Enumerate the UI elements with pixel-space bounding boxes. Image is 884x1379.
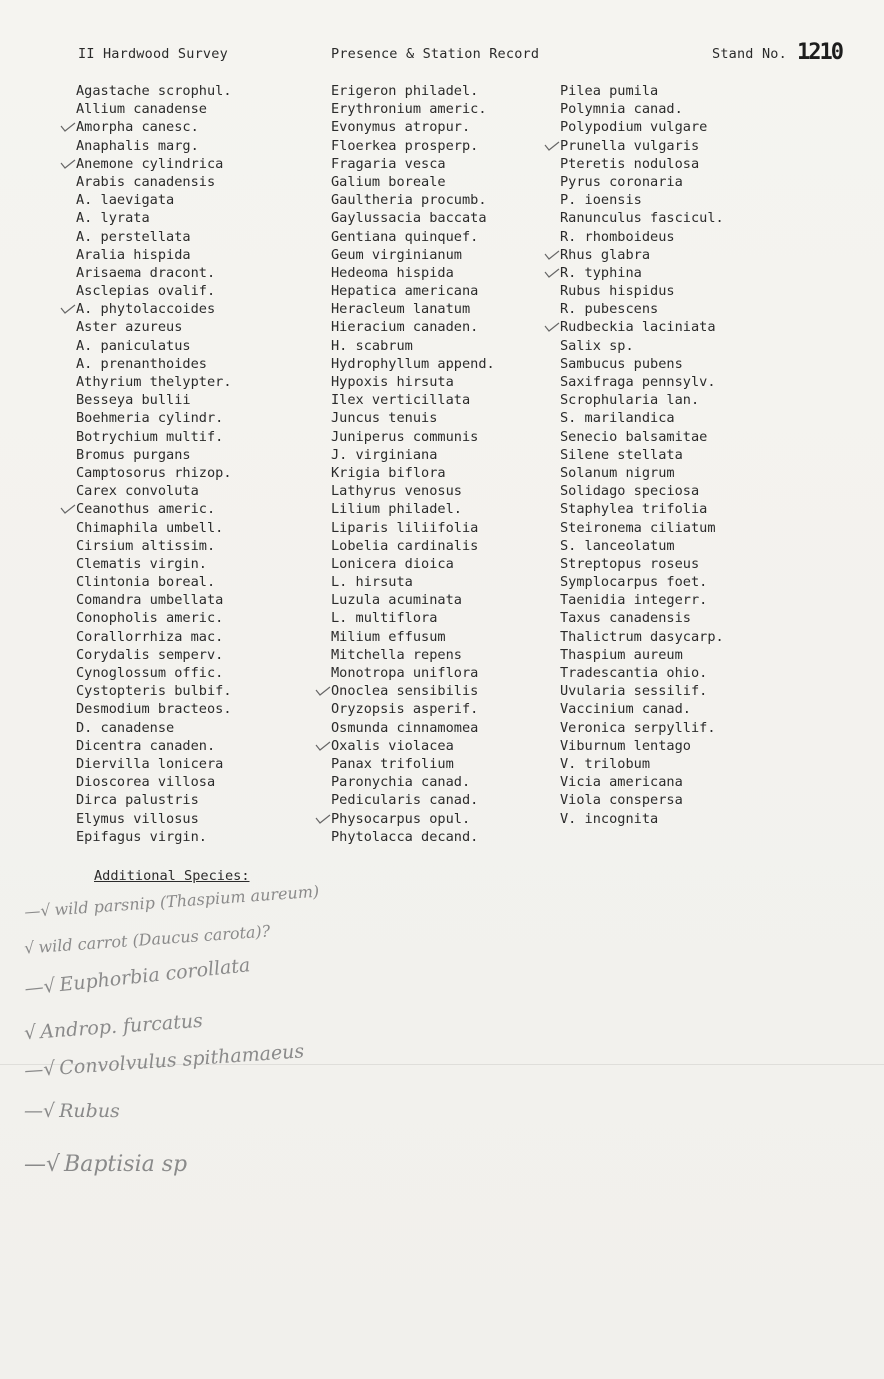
species-name: Rudbeckia laciniata <box>560 319 716 336</box>
species-name: Solanum nigrum <box>560 464 675 481</box>
species-column-2 <box>331 82 495 846</box>
species-name: Pteretis nodulosa <box>560 155 700 172</box>
species-name: L. hirsuta <box>331 574 413 591</box>
species-item <box>560 464 724 482</box>
handwritten-entry: —√ Baptisia sp <box>24 1152 188 1177</box>
species-name: Ranunculus fascicul. <box>560 210 724 227</box>
species-item <box>76 282 232 300</box>
species-item <box>76 446 232 464</box>
species-name: Conopholis americ. <box>76 610 224 627</box>
species-item <box>560 137 724 155</box>
species-item <box>331 646 495 664</box>
species-item <box>331 409 495 427</box>
species-name: Corydalis semperv. <box>76 646 224 663</box>
species-name: Dirca palustris <box>76 792 199 809</box>
species-item <box>76 100 232 118</box>
species-name: Desmodium bracteos. <box>76 701 232 718</box>
handwritten-entry: —√ Convolvulus spithamaeus <box>23 1040 305 1082</box>
species-name: Monotropa uniflora <box>331 665 479 681</box>
species-item <box>331 300 495 318</box>
species-name: Anemone cylindrica <box>76 155 224 172</box>
species-name: Juniperus communis <box>331 428 479 445</box>
species-item <box>331 773 495 791</box>
species-column-3 <box>560 82 724 828</box>
species-name: Camptosorus rhizop. <box>76 464 232 481</box>
species-item <box>331 337 495 355</box>
species-item <box>331 191 495 209</box>
species-name: Osmunda cinnamomea <box>331 719 479 736</box>
species-item <box>560 264 724 282</box>
record-title: Presence & Station Record <box>331 46 540 62</box>
species-name: Pyrus coronaria <box>560 173 683 190</box>
species-item <box>76 300 232 318</box>
handwritten-entry: —√Euphorbia corollata <box>23 954 252 1000</box>
species-item <box>331 737 495 755</box>
species-item <box>76 373 232 391</box>
species-item <box>560 591 724 609</box>
species-name: Lilium philadel. <box>331 501 462 518</box>
species-item <box>560 118 724 136</box>
species-name: Anaphalis marg. <box>76 137 199 154</box>
species-item <box>560 791 724 809</box>
species-item <box>76 664 232 682</box>
species-item <box>331 700 495 718</box>
check-mark-icon <box>315 739 331 751</box>
species-item <box>331 682 495 700</box>
species-item <box>560 573 724 591</box>
species-name: V. trilobum <box>560 755 651 772</box>
species-name: Lathyrus venosus <box>331 483 462 500</box>
species-item <box>76 209 232 227</box>
species-item <box>76 337 232 355</box>
species-item <box>331 755 495 773</box>
species-name: Taenidia integerr. <box>560 592 708 609</box>
species-item <box>560 209 724 227</box>
species-item <box>331 573 495 591</box>
species-name: Asclepias ovalif. <box>76 283 216 300</box>
species-item <box>331 664 495 682</box>
species-item <box>560 191 724 209</box>
species-name: Polymnia canad. <box>560 101 683 118</box>
species-name: Streptopus roseus <box>560 555 700 572</box>
species-name: Botrychium multif. <box>76 428 224 445</box>
species-name: Luzula acuminata <box>331 592 462 609</box>
species-item <box>76 810 232 828</box>
species-item <box>331 282 495 300</box>
species-name: Thaspium aureum <box>560 646 683 663</box>
species-name: Besseya bullii <box>76 392 191 409</box>
species-name: A. prenanthoides <box>76 355 207 372</box>
species-name: Pilea pumila <box>560 83 659 99</box>
species-item <box>331 355 495 373</box>
additional-species-heading: Additional Species: <box>94 868 250 884</box>
species-item <box>331 228 495 246</box>
species-item <box>331 591 495 609</box>
species-item <box>76 791 232 809</box>
species-item <box>331 155 495 173</box>
species-name: Pedicularis canad. <box>331 792 479 809</box>
species-name: S. marilandica <box>560 410 675 427</box>
species-name: Polypodium vulgare <box>560 119 708 136</box>
check-mark-icon: —√ <box>23 974 57 1000</box>
species-item <box>560 155 724 173</box>
species-item <box>560 519 724 537</box>
handwritten-entry: √ wild carrot (Daucus carota)? <box>23 921 271 958</box>
species-name: Veronica serpyllif. <box>560 719 716 736</box>
species-item <box>560 391 724 409</box>
check-mark-icon: √ <box>23 937 36 958</box>
species-name: Solidago speciosa <box>560 483 700 500</box>
species-item <box>560 282 724 300</box>
species-item <box>560 500 724 518</box>
species-item <box>560 82 724 100</box>
species-item <box>76 355 232 373</box>
species-name: Gentiana quinquef. <box>331 228 479 245</box>
handwritten-entry: —√ wild parsnip (Thaspium aureum) <box>23 881 320 922</box>
species-name: V. incognita <box>560 810 659 827</box>
species-item <box>76 464 232 482</box>
handwritten-entry: √ Androp. furcatus <box>23 1009 204 1045</box>
species-item <box>76 228 232 246</box>
species-item <box>331 428 495 446</box>
species-name: Rubus hispidus <box>560 283 675 300</box>
check-mark-icon: —√ <box>23 1057 57 1082</box>
species-name: Symplocarpus foet. <box>560 574 708 591</box>
species-item <box>76 155 232 173</box>
species-name: Carex convoluta <box>76 483 199 500</box>
species-item <box>76 137 232 155</box>
species-item <box>560 664 724 682</box>
species-name: A. lyrata <box>76 210 150 227</box>
species-item <box>560 355 724 373</box>
species-name: Salix sp. <box>560 337 634 354</box>
species-item <box>331 555 495 573</box>
species-name: Floerkea prosperp. <box>331 137 479 154</box>
species-item <box>76 500 232 518</box>
species-name: Lobelia cardinalis <box>331 537 479 554</box>
species-name: Onoclea sensibilis <box>331 683 479 700</box>
survey-title: II Hardwood Survey <box>78 46 228 62</box>
species-item <box>331 173 495 191</box>
species-name: Rhus glabra <box>560 246 651 263</box>
species-item <box>331 810 495 828</box>
species-name: Arisaema dracont. <box>76 264 216 281</box>
species-item <box>560 810 724 828</box>
species-name: D. canadense <box>76 719 175 736</box>
check-mark-icon <box>315 812 331 824</box>
check-mark-icon <box>544 139 560 151</box>
check-mark-icon <box>60 157 76 169</box>
species-item <box>560 373 724 391</box>
species-item <box>560 628 724 646</box>
species-name: Evonymus atropur. <box>331 119 471 136</box>
species-name: J. virginiana <box>331 446 438 463</box>
species-name: H. scabrum <box>331 337 413 354</box>
species-name: Hepatica americana <box>331 283 479 300</box>
species-name: Aster azureus <box>76 319 183 336</box>
species-item <box>331 391 495 409</box>
species-name: Erigeron philadel. <box>331 83 479 99</box>
check-mark-icon <box>544 320 560 332</box>
species-item <box>560 318 724 336</box>
species-item <box>331 100 495 118</box>
species-item <box>331 137 495 155</box>
species-item <box>331 373 495 391</box>
species-name: Gaylussacia baccata <box>331 210 487 227</box>
species-item <box>331 519 495 537</box>
species-name: Vicia americana <box>560 774 683 791</box>
species-name: Physocarpus opul. <box>331 810 471 827</box>
stand-label: Stand No. <box>712 46 787 62</box>
species-name: Tradescantia ohio. <box>560 665 708 681</box>
species-name: R. pubescens <box>560 301 659 318</box>
species-name: Steironema ciliatum <box>560 519 716 536</box>
species-item <box>331 118 495 136</box>
species-item <box>560 482 724 500</box>
species-item <box>331 628 495 646</box>
species-item <box>560 682 724 700</box>
species-item <box>76 428 232 446</box>
species-item <box>76 519 232 537</box>
species-item <box>76 555 232 573</box>
species-item <box>76 118 232 136</box>
species-name: Aralia hispida <box>76 246 191 263</box>
species-item <box>76 573 232 591</box>
species-name: Prunella vulgaris <box>560 137 700 154</box>
check-mark-icon <box>315 684 331 696</box>
species-name: Chimaphila umbell. <box>76 519 224 536</box>
species-item <box>331 209 495 227</box>
species-name: A. perstellata <box>76 228 191 245</box>
species-name: Cynoglossum offic. <box>76 665 224 681</box>
species-name: Fragaria vesca <box>331 155 446 172</box>
species-name: Phytolacca decand. <box>331 828 479 845</box>
species-item <box>560 555 724 573</box>
species-name: Viburnum lentago <box>560 737 691 754</box>
species-item <box>560 337 724 355</box>
species-name: Krigia biflora <box>331 464 446 481</box>
species-name: Silene stellata <box>560 446 683 463</box>
check-mark-icon <box>60 302 76 314</box>
check-mark-icon: —√ <box>24 1152 61 1177</box>
species-item <box>560 646 724 664</box>
species-name: L. multiflora <box>331 610 438 627</box>
species-item <box>76 82 232 100</box>
species-item <box>560 300 724 318</box>
species-item <box>331 464 495 482</box>
species-item <box>76 700 232 718</box>
species-name: Cystopteris bulbif. <box>76 683 232 700</box>
check-mark-icon <box>60 502 76 514</box>
species-name: Boehmeria cylindr. <box>76 410 224 427</box>
species-name: Arabis canadensis <box>76 173 216 190</box>
species-item <box>560 773 724 791</box>
species-item <box>76 828 232 846</box>
species-name: A. laevigata <box>76 192 175 209</box>
species-item <box>560 100 724 118</box>
species-item <box>331 791 495 809</box>
species-item <box>76 409 232 427</box>
species-name: Epifagus virgin. <box>76 828 207 845</box>
species-item <box>76 682 232 700</box>
species-item <box>76 318 232 336</box>
species-name: Hedeoma hispida <box>331 264 454 281</box>
species-name: Heracleum lanatum <box>331 301 471 318</box>
species-item <box>560 446 724 464</box>
species-name: Geum virginianum <box>331 246 462 263</box>
species-name: Elymus villosus <box>76 810 199 827</box>
species-item <box>331 828 495 846</box>
species-item <box>331 82 495 100</box>
species-item <box>560 755 724 773</box>
species-name: Saxifraga pennsylv. <box>560 374 716 390</box>
species-name: Thalictrum dasycarp. <box>560 628 724 645</box>
species-item <box>331 246 495 264</box>
species-name: Vaccinium canad. <box>560 701 691 718</box>
species-name: Senecio balsamitae <box>560 428 708 445</box>
species-name: Galium boreale <box>331 173 446 190</box>
species-item <box>331 482 495 500</box>
species-name: Hydrophyllum append. <box>331 355 495 372</box>
check-mark-icon: —√ <box>23 900 52 922</box>
species-name: Mitchella repens <box>331 646 462 663</box>
species-name: P. ioensis <box>560 192 642 209</box>
check-mark-icon: —√ <box>24 1100 56 1122</box>
species-name: Gaultheria procumb. <box>331 192 487 209</box>
species-name: Lonicera dioica <box>331 555 454 572</box>
species-item <box>560 173 724 191</box>
species-item <box>331 500 495 518</box>
species-name: Milium effusum <box>331 628 446 645</box>
species-name: Erythronium americ. <box>331 101 487 118</box>
species-item <box>560 737 724 755</box>
stand-number: 1210 <box>797 40 842 65</box>
species-name: Staphylea trifolia <box>560 501 708 518</box>
species-name: Cirsium altissim. <box>76 537 216 554</box>
species-name: Corallorrhiza mac. <box>76 628 224 645</box>
species-item <box>331 446 495 464</box>
species-item <box>560 700 724 718</box>
species-name: Taxus canadensis <box>560 610 691 627</box>
species-name: Dioscorea villosa <box>76 774 216 791</box>
species-name: Oryzopsis asperif. <box>331 701 479 718</box>
species-item <box>331 264 495 282</box>
check-mark-icon: √ <box>23 1021 38 1045</box>
species-name: Comandra umbellata <box>76 592 224 609</box>
species-item <box>76 391 232 409</box>
species-name: Diervilla lonicera <box>76 755 224 772</box>
species-item <box>331 719 495 737</box>
species-item <box>76 264 232 282</box>
species-item <box>76 646 232 664</box>
species-name: A. paniculatus <box>76 337 191 354</box>
species-item <box>560 537 724 555</box>
species-item <box>76 482 232 500</box>
species-item <box>76 191 232 209</box>
species-name: Paronychia canad. <box>331 774 471 791</box>
species-item <box>76 737 232 755</box>
species-name: Amorpha canesc. <box>76 119 199 136</box>
species-name: S. lanceolatum <box>560 537 675 554</box>
species-item <box>560 428 724 446</box>
check-mark-icon <box>544 266 560 278</box>
species-name: R. typhina <box>560 264 642 281</box>
species-item <box>76 609 232 627</box>
species-name: Ceanothus americ. <box>76 501 216 518</box>
species-item <box>331 537 495 555</box>
species-name: Oxalis violacea <box>331 737 454 754</box>
species-item <box>76 719 232 737</box>
species-name: Allium canadense <box>76 101 207 118</box>
species-name: Uvularia sessilif. <box>560 683 708 700</box>
species-item <box>76 246 232 264</box>
handwritten-entry: —√ Rubus <box>24 1100 120 1122</box>
species-item <box>560 246 724 264</box>
species-name: Clematis virgin. <box>76 555 207 572</box>
species-name: Juncus tenuis <box>331 410 438 427</box>
species-name: Hypoxis hirsuta <box>331 374 454 390</box>
species-item <box>76 628 232 646</box>
species-name: Viola conspersa <box>560 792 683 809</box>
species-name: Agastache scrophul. <box>76 83 232 99</box>
species-item <box>560 609 724 627</box>
species-item <box>560 228 724 246</box>
species-item <box>560 409 724 427</box>
species-name: Clintonia boreal. <box>76 574 216 591</box>
species-name: Dicentra canaden. <box>76 737 216 754</box>
species-name: Ilex verticillata <box>331 392 471 409</box>
species-item <box>331 318 495 336</box>
species-name: A. phytolaccoides <box>76 301 216 318</box>
species-item <box>76 537 232 555</box>
check-mark-icon <box>544 248 560 260</box>
check-mark-icon <box>60 120 76 132</box>
species-name: Athyrium thelypter. <box>76 374 232 390</box>
species-name: Scrophularia lan. <box>560 392 700 409</box>
species-name: Sambucus pubens <box>560 355 683 372</box>
species-item <box>331 609 495 627</box>
species-item <box>76 173 232 191</box>
species-item <box>76 773 232 791</box>
species-name: Panax trifolium <box>331 755 454 772</box>
species-name: Hieracium canaden. <box>331 319 479 336</box>
species-name: R. rhomboideus <box>560 228 675 245</box>
species-name: Liparis liliifolia <box>331 519 479 536</box>
species-item <box>76 591 232 609</box>
species-column-1 <box>76 82 232 846</box>
species-name: Bromus purgans <box>76 446 191 463</box>
species-item <box>76 755 232 773</box>
species-item <box>560 719 724 737</box>
